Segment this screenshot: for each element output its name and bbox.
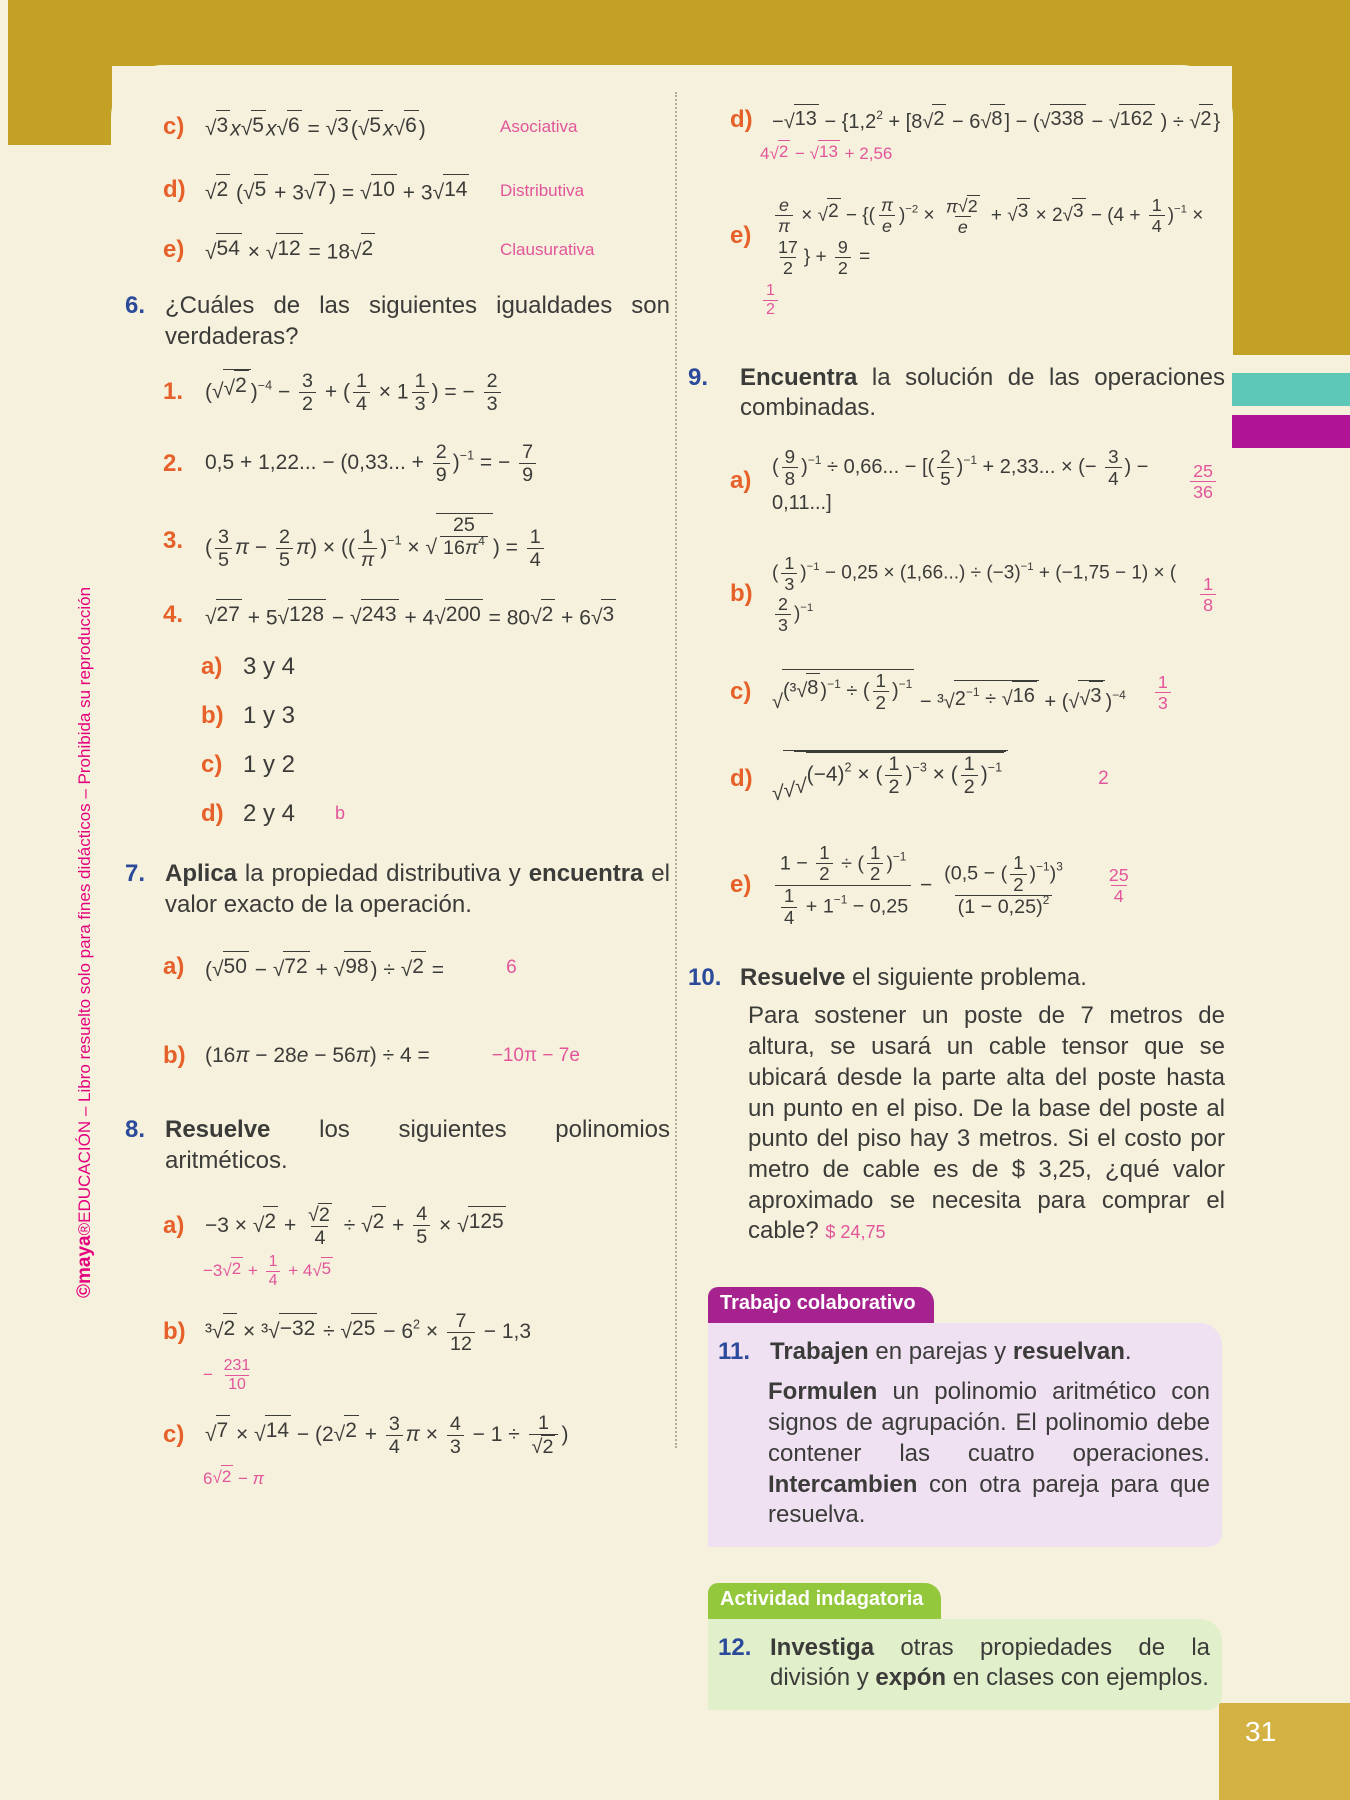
choice-a	[125, 652, 670, 683]
right-column	[688, 96, 1225, 1710]
exercise-7	[125, 859, 670, 920]
teal-accent-bar	[1232, 373, 1350, 406]
section-header-collaborative: Trabajo colaborativo	[708, 1287, 934, 1323]
item-label: b)	[163, 1318, 186, 1346]
left-column	[125, 96, 670, 1489]
answer: 2	[1098, 768, 1109, 790]
choice-text: 1 y 3	[243, 702, 296, 730]
item-label: a)	[163, 1211, 185, 1239]
math-expression: √ √ √ $(-4)^2$ × ( $\frac{1}{2}$ )$^{-3}$ × ( $\frac{1}{2}$ )$^{-1}$	[772, 750, 1008, 808]
equation-item-4	[125, 599, 670, 633]
item-label: c)	[163, 112, 185, 140]
gold-right-column	[1232, 0, 1350, 355]
exercise-prompt: Resuelve los siguientes polinomios aritméticos.	[165, 1116, 670, 1174]
math-expression: ( $\frac{3}{5}$ π − $\frac{2}{5}$ π) × (( $\frac{1}{\pi}$ )$^{-1}$ × √ $\frac{25}{16\pi^4}$ ) = $\frac{1}{4}$	[205, 513, 547, 571]
item-label: c)	[163, 1420, 185, 1448]
exercise-8-item-b	[125, 1310, 670, 1355]
math-expression: ( √ √ 2 )$^{-4}$ − $\frac{3}{2}$ + ( $\frac{1}{4}$ × 1 $\frac{1}{3}$ ) = − $\frac{2}{3}$	[205, 369, 504, 416]
choice-text: 2 y 4	[243, 799, 296, 827]
answer-row: −3 √ 2 + $\frac{1}{4}$ + 4 √ 5	[203, 1253, 332, 1290]
exercise-9-item-a	[688, 446, 1225, 517]
exercise-prompt: Encuentra la solución de las operaciones combinadas.	[740, 363, 1225, 422]
inquiry-activity-section	[688, 1583, 1225, 1710]
exercise-9-item-c	[688, 669, 1225, 716]
choice-text: 1 y 2	[243, 750, 296, 778]
choice-c	[125, 750, 670, 781]
page-number-box	[1219, 1703, 1350, 1800]
problem-body: Para sostener un poste de 7 metros de altura, se usará un cable tensor que se ubicará desde la parte alta del poste hasta un punto en el piso. De la base del poste al punto del piso hay 3 metros. Si el costo por metro de cable es de $ 3,25, ¿qué valor aproximado se necesita para comprar el cable?	[748, 1002, 1225, 1245]
collaborative-work-section	[688, 1287, 1225, 1547]
answer-key: b	[335, 803, 346, 824]
exercise-number: 6.	[125, 292, 146, 320]
exercise-12	[718, 1633, 1210, 1694]
exercise-prompt: ¿Cuáles de las siguientes igualdades son verdaderas?	[165, 292, 670, 350]
exercise-number: 10.	[688, 963, 722, 991]
exercise-number: 9.	[688, 363, 709, 391]
math-expression: √ (³ √ 8 )$^{-1}$ ÷ ( $\frac{1}{2}$ )$^{-1}$ − ³ √ $2^{-1}$ ÷ √ 16 + ( √ √ 3 )$^{-4}$	[772, 670, 1126, 714]
exercise-9-item-e	[688, 843, 1225, 929]
item-label: 2.	[163, 449, 184, 477]
section-header-inquiry: Actividad indagatoria	[708, 1583, 941, 1619]
answer: 6	[506, 956, 517, 978]
exercise-9	[688, 363, 1225, 424]
choice-b	[125, 701, 670, 732]
exercise-7-item-b	[125, 1041, 670, 1072]
item-label: b)	[730, 579, 753, 607]
answer-label: Distributiva	[500, 180, 585, 200]
column-divider	[675, 92, 677, 1448]
math-expression: ³ √ 2 × ³ √ −32 ÷ √ 25 − $6^2$ × $\frac{7}{12}$ − 1,3	[205, 1310, 532, 1356]
item-label: a)	[730, 467, 752, 495]
item-label: a)	[163, 953, 185, 981]
exercise-9-item-b	[688, 553, 1225, 635]
answer: $\frac{1}{3}$	[1152, 672, 1174, 713]
math-expression: ( $\frac{9}{8}$ )$^{-1}$ ÷ 0,66... − [( $\frac{2}{5}$ )$^{-1}$ + 2,33... × (− $\frac{3}{4}$ ) − 0,11...]	[772, 446, 1149, 515]
answer: $\frac{25}{4}$	[1108, 865, 1129, 907]
inquiry-box	[708, 1619, 1222, 1710]
exercise-prompt: Aplica la propiedad distributiva y encuentra el valor exacto de la operación.	[165, 860, 670, 919]
math-expression: (16π − 28e − 56π) ÷ 4 =	[205, 1044, 430, 1068]
math-expression: √ 7 × √ 14 − (2 √ 2 + $\frac{3}{4}$ π × $\frac{4}{3}$ − 1 ÷ 1 √ 2 )	[205, 1412, 569, 1459]
exercise-10	[688, 963, 1225, 994]
exercise-body: Investiga otras propiedades de la división y expón en clases con ejemplos.	[770, 1633, 1210, 1692]
exercise-body: Formulen un polinomio aritmético con signos de agrupación. El polinomio debe contener las cuatro operaciones. Intercambien con otra pareja para que resuelva.	[768, 1378, 1210, 1529]
item-label: d)	[163, 176, 186, 204]
equation-item-1	[125, 369, 670, 416]
property-item-d	[125, 174, 670, 208]
math-expression: √ 2 ( √ 5 + 3 √ 7 ) = √ 10 + 3 √ 14	[205, 174, 494, 208]
item-label: d)	[730, 105, 753, 133]
math-expression: ( √ 50 − √ 72 + √ 98 ) ÷ √ 2 =	[205, 951, 444, 985]
answer: −10π − 7e	[491, 1044, 580, 1066]
answer-row: $\frac{1}{2}$	[688, 282, 1225, 319]
exercise-title: Trabajen en parejas y resuelvan.	[770, 1337, 1132, 1365]
copyright-sidebar: ©maya®EDUCACIÓN – Libro resuelto solo para fines didácticos – Prohibida su reproducción	[74, 586, 95, 1298]
property-item-e	[125, 233, 670, 267]
exercise-8-item-a	[125, 1203, 670, 1250]
item-label: c)	[730, 678, 752, 706]
item-label: 3.	[163, 527, 184, 555]
math-expression: 1 − $\frac{1}{2}$ ÷ ( $\frac{1}{2}$ )$^{-1}$ $\frac{1}{4}$ + $1^{-1} - 0,25$ − (0,5 − ( $\frac{1}{2}$ )$^{-1}$)$^3$ $(1 - 0,25)^2$	[772, 843, 1069, 929]
exercise-number: 12.	[718, 1633, 752, 1661]
answer: $ 24,75	[825, 1222, 886, 1243]
exercise-number: 11.	[718, 1337, 751, 1365]
item-label: 1.	[163, 377, 184, 405]
math-expression: ( $\frac{1}{3}$ )$^{-1} - 0,25 \times (1,66...) \div (-3)^{-1} + (-1,75 - 1)$ × ( $\frac{2}{3}$ )$^{-1}$	[772, 553, 1177, 636]
collaborative-box	[708, 1323, 1222, 1547]
exercise-number: 8.	[125, 1116, 146, 1144]
item-label: b)	[163, 1041, 186, 1069]
exercise-6	[125, 291, 670, 352]
exercise-prompt: Resuelve el siguiente problema.	[740, 963, 1087, 991]
exercise-8-item-c	[125, 1412, 670, 1459]
item-label: d)	[730, 765, 753, 793]
property-item-d	[688, 104, 1225, 136]
item-label: e)	[163, 235, 185, 263]
gold-top-band	[8, 0, 1350, 66]
exercise-number: 7.	[125, 860, 146, 888]
answer: $\frac{1}{8}$	[1197, 574, 1219, 615]
answer-row: − $\frac{231}{10}$	[203, 1357, 251, 1394]
answer: $\frac{25}{36}$	[1187, 461, 1219, 502]
exercise-8	[125, 1115, 670, 1176]
math-expression: −3 × √ 2 + √ 2 4 ÷ √ 2 + $\frac{4}{5}$ × √ 125	[205, 1203, 504, 1250]
exercise-9-item-d	[688, 750, 1225, 808]
magenta-accent-bar	[1232, 415, 1350, 448]
answer-label: Clausurativa	[500, 240, 595, 260]
item-label: e)	[730, 221, 752, 249]
item-label: e)	[730, 871, 752, 899]
gold-left-block	[8, 0, 112, 145]
math-expression: 0,5 + 1,22... − (0,33... + $\frac{2}{9}$ )$^{-1}$ = − $\frac{7}{9}$	[205, 441, 539, 486]
exercise-11	[718, 1337, 1210, 1368]
choice-label: a)	[201, 653, 223, 681]
choice-text: 3 y 4	[243, 653, 296, 681]
equation-item-3	[125, 513, 670, 571]
math-expression: √ 27 + 5 √ 128 − √ 243 + 4 √ 200 = 80 √ 2 + 6 √ 3	[205, 599, 616, 633]
exercise-7-item-a	[125, 951, 670, 985]
math-expression: $\frac{e}{\pi}$ × √ 2 − {( $\frac{\pi}{e}$ )$^{-2}$ × π √ 2 e + √ 3 × 2 √ 3 − (4 + $\frac{1}{4}$ )$^{-1}$ × $\frac{17}{2}$ } + $\frac{9}{2}$ =	[772, 195, 1225, 278]
item-label: 4.	[163, 601, 184, 629]
page-number: 31	[1245, 1716, 1277, 1747]
answer-row: 6 √ 2 − π	[203, 1466, 265, 1488]
property-item-c	[125, 110, 670, 144]
choice-label: b)	[201, 702, 224, 730]
math-expression: √ 3 x √ 5 x √ 6 = √ 3 ( √ 5 x √ 6 )	[205, 110, 494, 144]
answer-label: Asociativa	[500, 116, 578, 136]
property-item-e	[688, 195, 1225, 278]
problem-text	[688, 1001, 1225, 1247]
math-expression: √ 54 × √ 12 = 18 √ 2	[205, 233, 494, 267]
choice-d	[125, 799, 670, 830]
equation-item-2	[125, 441, 670, 486]
choice-label: c)	[201, 750, 223, 778]
answer-row: 4 √ 2 − √ 13 + 2,56	[760, 142, 893, 163]
math-expression: − √ 13 − {$1,2^2 + [8$ √ 2 − 6 √ 8 ] − ( √ 338 − √ 162 ) ÷ √ 2 }	[772, 104, 1220, 136]
choice-label: d)	[201, 799, 224, 827]
